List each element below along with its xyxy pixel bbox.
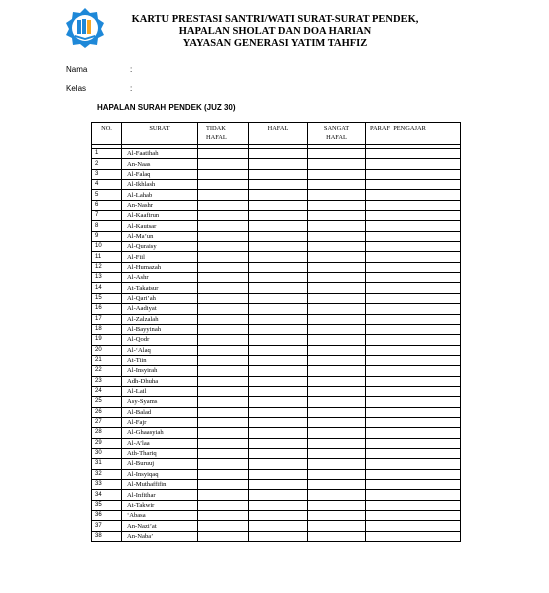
surah-name: Al-Lahab: [122, 190, 198, 200]
surah-name: Al-A’laa: [122, 438, 198, 448]
table-row: [92, 293, 461, 303]
table-header-row: [92, 123, 461, 145]
tidak-hafal-cell[interactable]: [198, 448, 249, 458]
class-colon: :: [130, 84, 133, 93]
surah-name: An-Naba’: [122, 531, 198, 541]
hafal-cell[interactable]: [249, 459, 308, 469]
surah-name: Al-Fiil: [122, 252, 198, 262]
table-row: [92, 345, 461, 355]
paraf-pengajar-cell[interactable]: [366, 397, 461, 407]
surah-name: Al-Insyiqaq: [122, 469, 198, 479]
paraf-pengajar-cell[interactable]: [366, 324, 461, 334]
book-logo-icon: [63, 7, 107, 49]
sangat-hafal-cell[interactable]: [308, 293, 366, 303]
tidak-hafal-cell[interactable]: [198, 355, 249, 365]
table-row: [92, 231, 461, 241]
hafal-cell[interactable]: [249, 262, 308, 272]
hafal-cell[interactable]: [249, 242, 308, 252]
row-number: 32: [92, 469, 122, 479]
row-number: 5: [92, 190, 122, 200]
paraf-pengajar-cell[interactable]: [366, 169, 461, 179]
hafal-cell[interactable]: [249, 190, 308, 200]
tidak-hafal-cell[interactable]: [198, 314, 249, 324]
table-row: [92, 428, 461, 438]
row-number: 7: [92, 211, 122, 221]
tidak-hafal-cell[interactable]: [198, 335, 249, 345]
table-row: [92, 490, 461, 500]
table-row: [92, 366, 461, 376]
table-row: [92, 407, 461, 417]
tidak-hafal-cell[interactable]: [198, 490, 249, 500]
tidak-hafal-cell[interactable]: [198, 469, 249, 479]
tidak-hafal-cell[interactable]: [198, 438, 249, 448]
paraf-pengajar-cell[interactable]: [366, 262, 461, 272]
row-number: 30: [92, 448, 122, 458]
sangat-hafal-cell[interactable]: [308, 448, 366, 458]
row-number: 16: [92, 304, 122, 314]
sangat-hafal-cell[interactable]: [308, 397, 366, 407]
title-line-3: YAYASAN GENERASI YATIM TAHFIZ: [182, 38, 368, 49]
row-number: 33: [92, 480, 122, 490]
tidak-hafal-cell[interactable]: [198, 324, 249, 334]
hafal-cell[interactable]: [249, 335, 308, 345]
row-number: 9: [92, 231, 122, 241]
name-label: Nama: [66, 65, 88, 74]
paraf-pengajar-cell[interactable]: [366, 293, 461, 303]
sangat-hafal-cell[interactable]: [308, 262, 366, 272]
table-row: [92, 531, 461, 541]
paraf-pengajar-cell[interactable]: [366, 180, 461, 190]
sangat-hafal-cell[interactable]: [308, 169, 366, 179]
row-number: 22: [92, 366, 122, 376]
table-row: [92, 190, 461, 200]
sangat-hafal-cell[interactable]: [308, 407, 366, 417]
tidak-hafal-cell[interactable]: [198, 252, 249, 262]
surah-name: Al-Kautsar: [122, 221, 198, 231]
paraf-pengajar-cell[interactable]: [366, 386, 461, 396]
sangat-hafal-cell[interactable]: [308, 366, 366, 376]
tidak-hafal-cell[interactable]: [198, 169, 249, 179]
row-number: 3: [92, 169, 122, 179]
hafal-cell[interactable]: [249, 500, 308, 510]
row-number: 27: [92, 417, 122, 427]
table-row: [92, 438, 461, 448]
table-row: [92, 397, 461, 407]
surah-name: Al-Bayyinah: [122, 324, 198, 334]
table-row: [92, 149, 461, 159]
sangat-hafal-cell[interactable]: [308, 252, 366, 262]
hafal-cell[interactable]: [249, 149, 308, 159]
memorization-table: [91, 122, 461, 542]
row-number: 35: [92, 500, 122, 510]
hafal-cell[interactable]: [249, 407, 308, 417]
hafal-cell[interactable]: [249, 480, 308, 490]
tidak-hafal-cell[interactable]: [198, 262, 249, 272]
surah-name: At-Takatsur: [122, 283, 198, 293]
row-number: 21: [92, 355, 122, 365]
row-number: 25: [92, 397, 122, 407]
table-row: [92, 355, 461, 365]
row-number: 38: [92, 531, 122, 541]
table-row: [92, 273, 461, 283]
sangat-hafal-cell[interactable]: [308, 428, 366, 438]
surah-name: Al-Fajr: [122, 417, 198, 427]
row-number: 26: [92, 407, 122, 417]
row-number: 24: [92, 386, 122, 396]
row-number: 36: [92, 511, 122, 521]
sangat-hafal-cell[interactable]: [308, 417, 366, 427]
surah-name: Al-Buruuj: [122, 459, 198, 469]
hafal-cell[interactable]: [249, 211, 308, 221]
table-row: [92, 417, 461, 427]
row-number: 8: [92, 221, 122, 231]
row-number: 2: [92, 159, 122, 169]
sangat-hafal-cell[interactable]: [308, 355, 366, 365]
tidak-hafal-cell[interactable]: [198, 149, 249, 159]
tidak-hafal-cell[interactable]: [198, 273, 249, 283]
sangat-hafal-cell[interactable]: [308, 386, 366, 396]
tidak-hafal-cell[interactable]: [198, 159, 249, 169]
hafal-cell[interactable]: [249, 521, 308, 531]
sangat-hafal-cell[interactable]: [308, 242, 366, 252]
hafal-cell[interactable]: [249, 293, 308, 303]
sangat-hafal-cell[interactable]: [308, 231, 366, 241]
row-number: 23: [92, 376, 122, 386]
paraf-pengajar-cell[interactable]: [366, 448, 461, 458]
surah-name: An-Nashr: [122, 200, 198, 210]
tidak-hafal-cell[interactable]: [198, 521, 249, 531]
sangat-hafal-cell[interactable]: [308, 200, 366, 210]
paraf-pengajar-cell[interactable]: [366, 335, 461, 345]
surah-name: Al-Ghaasyiah: [122, 428, 198, 438]
sangat-hafal-cell[interactable]: [308, 211, 366, 221]
surah-name: Adh-Dhuha: [122, 376, 198, 386]
paraf-pengajar-cell[interactable]: [366, 304, 461, 314]
tidak-hafal-cell[interactable]: [198, 511, 249, 521]
tidak-hafal-cell[interactable]: [198, 500, 249, 510]
hafal-cell[interactable]: [249, 159, 308, 169]
tidak-hafal-cell[interactable]: [198, 231, 249, 241]
paraf-pengajar-cell[interactable]: [366, 469, 461, 479]
surah-name: Al-Aadiyat: [122, 304, 198, 314]
table-row: [92, 469, 461, 479]
row-number: 1: [92, 149, 122, 159]
hafal-cell[interactable]: [249, 180, 308, 190]
surah-name: Al-Qari’ah: [122, 293, 198, 303]
table-row: [92, 242, 461, 252]
tidak-hafal-cell[interactable]: [198, 200, 249, 210]
hafal-cell[interactable]: [249, 531, 308, 541]
tidak-hafal-cell[interactable]: [198, 221, 249, 231]
tidak-hafal-cell[interactable]: [198, 366, 249, 376]
sangat-hafal-cell[interactable]: [308, 180, 366, 190]
sangat-hafal-cell[interactable]: [308, 438, 366, 448]
surah-name: Al-Insyirah: [122, 366, 198, 376]
paraf-pengajar-cell[interactable]: [366, 200, 461, 210]
sangat-hafal-cell[interactable]: [308, 480, 366, 490]
hafal-cell[interactable]: [249, 511, 308, 521]
hafal-cell[interactable]: [249, 438, 308, 448]
tidak-hafal-cell[interactable]: [198, 211, 249, 221]
surah-name: Al-Falaq: [122, 169, 198, 179]
sangat-hafal-cell[interactable]: [308, 531, 366, 541]
table-row: [92, 376, 461, 386]
tidak-hafal-cell[interactable]: [198, 397, 249, 407]
sangat-hafal-cell[interactable]: [308, 190, 366, 200]
hafal-cell[interactable]: [249, 345, 308, 355]
hafal-cell[interactable]: [249, 376, 308, 386]
title-line-2: HAPALAN SHOLAT DAN DOA HARIAN: [178, 26, 372, 37]
row-number: 17: [92, 314, 122, 324]
paraf-pengajar-cell[interactable]: [366, 221, 461, 231]
hafal-cell[interactable]: [249, 304, 308, 314]
sangat-hafal-cell[interactable]: [308, 490, 366, 500]
table-row: [92, 324, 461, 334]
table-row: [92, 211, 461, 221]
hafal-cell[interactable]: [249, 397, 308, 407]
paraf-pengajar-cell[interactable]: [366, 407, 461, 417]
tidak-hafal-cell[interactable]: [198, 386, 249, 396]
hafal-cell[interactable]: [249, 273, 308, 283]
row-number: 29: [92, 438, 122, 448]
tidak-hafal-cell[interactable]: [198, 480, 249, 490]
table-row: [92, 180, 461, 190]
name-field: [66, 65, 133, 74]
sangat-hafal-cell[interactable]: [308, 149, 366, 159]
table-row: [92, 283, 461, 293]
row-number: 12: [92, 262, 122, 272]
paraf-pengajar-cell[interactable]: [366, 273, 461, 283]
class-field: [66, 84, 133, 93]
hafal-cell[interactable]: [249, 200, 308, 210]
tidak-hafal-cell[interactable]: [198, 190, 249, 200]
surah-name: At-Takwir: [122, 500, 198, 510]
paraf-pengajar-cell[interactable]: [366, 500, 461, 510]
row-number: 31: [92, 459, 122, 469]
table-row: [92, 221, 461, 231]
row-number: 28: [92, 428, 122, 438]
header-no: NO.: [92, 123, 122, 145]
surah-name: Al-Lail: [122, 386, 198, 396]
surah-name: Asy-Syams: [122, 397, 198, 407]
paraf-pengajar-cell[interactable]: [366, 211, 461, 221]
sangat-hafal-cell[interactable]: [308, 335, 366, 345]
class-label: Kelas: [66, 84, 87, 93]
surah-name: Al-Ashr: [122, 273, 198, 283]
table-body: [92, 149, 461, 542]
paraf-pengajar-cell[interactable]: [366, 190, 461, 200]
tidak-hafal-cell[interactable]: [198, 293, 249, 303]
table-row: [92, 500, 461, 510]
sangat-hafal-cell[interactable]: [308, 500, 366, 510]
table-row: [92, 448, 461, 458]
table-row: [92, 459, 461, 469]
paraf-pengajar-cell[interactable]: [366, 490, 461, 500]
paraf-pengajar-cell[interactable]: [366, 252, 461, 262]
hafal-cell[interactable]: [249, 324, 308, 334]
paraf-pengajar-cell[interactable]: [366, 417, 461, 427]
title-line-1: KARTU PRESTASI SANTRI/WATI SURAT-SURAT PENDEK,: [131, 14, 419, 25]
row-number: 6: [92, 200, 122, 210]
paraf-pengajar-cell[interactable]: [366, 531, 461, 541]
hafal-cell[interactable]: [249, 417, 308, 427]
table-row: [92, 262, 461, 272]
surah-name: Al-Infithar: [122, 490, 198, 500]
row-number: 37: [92, 521, 122, 531]
surah-name: Al-Balad: [122, 407, 198, 417]
surah-name: Al-‘Alaq: [122, 345, 198, 355]
hafal-cell[interactable]: [249, 490, 308, 500]
paraf-pengajar-cell[interactable]: [366, 283, 461, 293]
tidak-hafal-cell[interactable]: [198, 345, 249, 355]
sangat-hafal-cell[interactable]: [308, 345, 366, 355]
paraf-pengajar-cell[interactable]: [366, 428, 461, 438]
row-number: 18: [92, 324, 122, 334]
paraf-pengajar-cell[interactable]: [366, 511, 461, 521]
surah-name: Al-Faatihah: [122, 149, 198, 159]
row-number: 15: [92, 293, 122, 303]
sangat-hafal-cell[interactable]: [308, 469, 366, 479]
tidak-hafal-cell[interactable]: [198, 531, 249, 541]
sangat-hafal-cell[interactable]: [308, 159, 366, 169]
surah-name: Al-Qodr: [122, 335, 198, 345]
tidak-hafal-cell[interactable]: [198, 417, 249, 427]
surah-name: Al-Zalzalah: [122, 314, 198, 324]
hafal-cell[interactable]: [249, 428, 308, 438]
tidak-hafal-cell[interactable]: [198, 304, 249, 314]
surah-name: An-Nazi’at: [122, 521, 198, 531]
hafal-cell[interactable]: [249, 221, 308, 231]
name-colon: :: [130, 65, 133, 74]
paraf-pengajar-cell[interactable]: [366, 366, 461, 376]
table-row: [92, 159, 461, 169]
header-sangat-hafal: SANGAT HAFAL: [308, 123, 366, 145]
sangat-hafal-cell[interactable]: [308, 521, 366, 531]
tidak-hafal-cell[interactable]: [198, 376, 249, 386]
row-number: 10: [92, 242, 122, 252]
surah-name: Al-Muthaffifin: [122, 480, 198, 490]
header-tidak-hafal: TIDAK HAFAL: [198, 123, 249, 145]
tidak-hafal-cell[interactable]: [198, 459, 249, 469]
hafal-cell[interactable]: [249, 355, 308, 365]
document-title: [110, 14, 440, 50]
sangat-hafal-cell[interactable]: [308, 324, 366, 334]
paraf-pengajar-cell[interactable]: [366, 438, 461, 448]
surah-name: An-Naas: [122, 159, 198, 169]
surah-name: Al-Quraisy: [122, 242, 198, 252]
hafal-cell[interactable]: [249, 252, 308, 262]
paraf-pengajar-cell[interactable]: [366, 521, 461, 531]
table-row: [92, 335, 461, 345]
tidak-hafal-cell[interactable]: [198, 428, 249, 438]
hafal-cell[interactable]: [249, 283, 308, 293]
paraf-pengajar-cell[interactable]: [366, 159, 461, 169]
surah-name: Ath-Thariq: [122, 448, 198, 458]
paraf-pengajar-cell[interactable]: [366, 314, 461, 324]
row-number: 11: [92, 252, 122, 262]
hafal-cell[interactable]: [249, 366, 308, 376]
row-number: 34: [92, 490, 122, 500]
sangat-hafal-cell[interactable]: [308, 221, 366, 231]
sangat-hafal-cell[interactable]: [308, 283, 366, 293]
tidak-hafal-cell[interactable]: [198, 283, 249, 293]
row-number: 19: [92, 335, 122, 345]
hafal-cell[interactable]: [249, 169, 308, 179]
row-number: 4: [92, 180, 122, 190]
hafal-cell[interactable]: [249, 448, 308, 458]
hafal-cell[interactable]: [249, 386, 308, 396]
sangat-hafal-cell[interactable]: [308, 511, 366, 521]
hafal-cell[interactable]: [249, 231, 308, 241]
header-paraf-pengajar: PARAF PENGAJAR: [366, 123, 461, 145]
tidak-hafal-cell[interactable]: [198, 242, 249, 252]
sangat-hafal-cell[interactable]: [308, 304, 366, 314]
table-row: [92, 511, 461, 521]
paraf-pengajar-cell[interactable]: [366, 149, 461, 159]
tidak-hafal-cell[interactable]: [198, 180, 249, 190]
tidak-hafal-cell[interactable]: [198, 407, 249, 417]
sangat-hafal-cell[interactable]: [308, 459, 366, 469]
section-title: HAPALAN SURAH PENDEK (JUZ 30): [97, 103, 236, 112]
paraf-pengajar-cell[interactable]: [366, 345, 461, 355]
table-row: [92, 169, 461, 179]
paraf-pengajar-cell[interactable]: [366, 480, 461, 490]
sangat-hafal-cell[interactable]: [308, 273, 366, 283]
paraf-pengajar-cell[interactable]: [366, 376, 461, 386]
surah-name: Al-Kaafirun: [122, 211, 198, 221]
surah-name: At-Tiin: [122, 355, 198, 365]
table-row: [92, 386, 461, 396]
table-row: [92, 304, 461, 314]
table-row: [92, 521, 461, 531]
paraf-pengajar-cell[interactable]: [366, 355, 461, 365]
surah-name: Al-Ikhlash: [122, 180, 198, 190]
table-row: [92, 200, 461, 210]
table-row: [92, 480, 461, 490]
header-surat: SURAT: [122, 123, 198, 145]
paraf-pengajar-cell[interactable]: [366, 231, 461, 241]
paraf-pengajar-cell[interactable]: [366, 242, 461, 252]
hafal-cell[interactable]: [249, 469, 308, 479]
sangat-hafal-cell[interactable]: [308, 376, 366, 386]
row-number: 20: [92, 345, 122, 355]
surah-name: ‘Abasa: [122, 511, 198, 521]
hafal-cell[interactable]: [249, 314, 308, 324]
row-number: 13: [92, 273, 122, 283]
table-row: [92, 314, 461, 324]
row-number: 14: [92, 283, 122, 293]
sangat-hafal-cell[interactable]: [308, 314, 366, 324]
header-hafal: HAFAL: [249, 123, 308, 145]
surah-name: Al-Ma’un: [122, 231, 198, 241]
surah-name: Al-Humazah: [122, 262, 198, 272]
paraf-pengajar-cell[interactable]: [366, 459, 461, 469]
table-row: [92, 252, 461, 262]
